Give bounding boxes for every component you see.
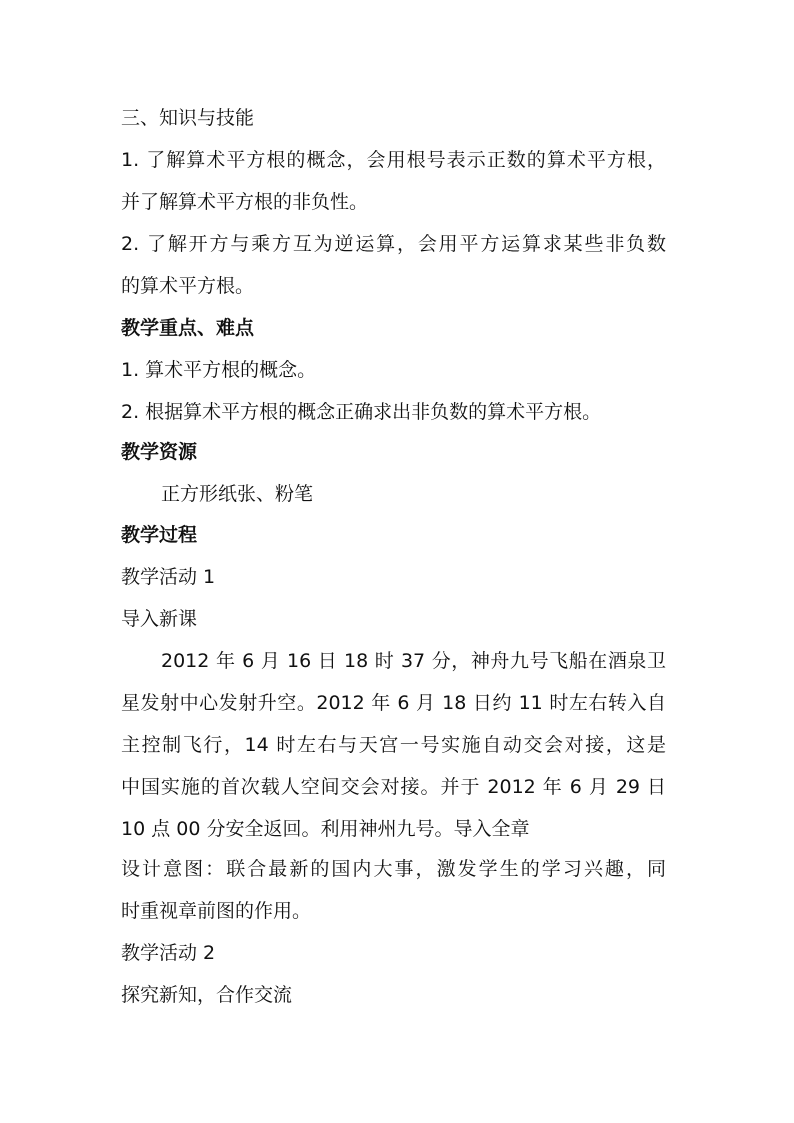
objective-1-line-2: 并了解算术平方根的非负性。 xyxy=(121,191,369,213)
intro-paragraph-line-1: 2012 年 6 月 16 日 18 时 37 分，神舟九号飞船在酒泉卫 xyxy=(161,650,666,672)
intro-paragraph-line-4: 中国实施的首次载人空间交会对接。并于 2012 年 6 月 29 日 xyxy=(121,776,666,798)
intro-paragraph-line-3: 主控制飞行，14 时左右与天宫一号实施自动交会对接，这是 xyxy=(121,734,666,756)
activity-2-subtitle: 探究新知，合作交流 xyxy=(121,984,293,1006)
activity-1-subtitle: 导入新课 xyxy=(121,608,198,630)
resources-text: 正方形纸张、粉笔 xyxy=(161,483,314,505)
objective-1-line-1: 1. 了解算术平方根的概念，会用根号表示正数的算术平方根， xyxy=(121,149,666,171)
objective-2-line-2: 的算术平方根。 xyxy=(121,275,255,297)
heading-teaching-process: 教学过程 xyxy=(121,524,198,546)
intro-paragraph-line-2: 星发射中心发射升空。2012 年 6 月 18 日约 11 时左右转入自 xyxy=(121,692,666,714)
heading-teaching-resources: 教学资源 xyxy=(121,441,198,463)
objective-2-line-1: 2. 了解开方与乘方互为逆运算，会用平方运算求某些非负数 xyxy=(121,233,666,255)
section-heading-knowledge-skills: 三、知识与技能 xyxy=(121,107,255,129)
heading-key-difficult-points: 教学重点、难点 xyxy=(121,317,255,339)
activity-1-title: 教学活动 1 xyxy=(121,566,216,588)
design-intent-line-1: 设计意图：联合最新的国内大事，激发学生的学习兴趣，同 xyxy=(121,858,666,880)
intro-paragraph-line-5: 10 点 00 分安全返回。利用神州九号。导入全章 xyxy=(121,818,530,840)
key-point-1: 1. 算术平方根的概念。 xyxy=(121,359,317,381)
key-point-2: 2. 根据算术平方根的概念正确求出非负数的算术平方根。 xyxy=(121,401,602,423)
design-intent-line-2: 时重视章前图的作用。 xyxy=(121,900,312,922)
activity-2-title: 教学活动 2 xyxy=(121,942,216,964)
